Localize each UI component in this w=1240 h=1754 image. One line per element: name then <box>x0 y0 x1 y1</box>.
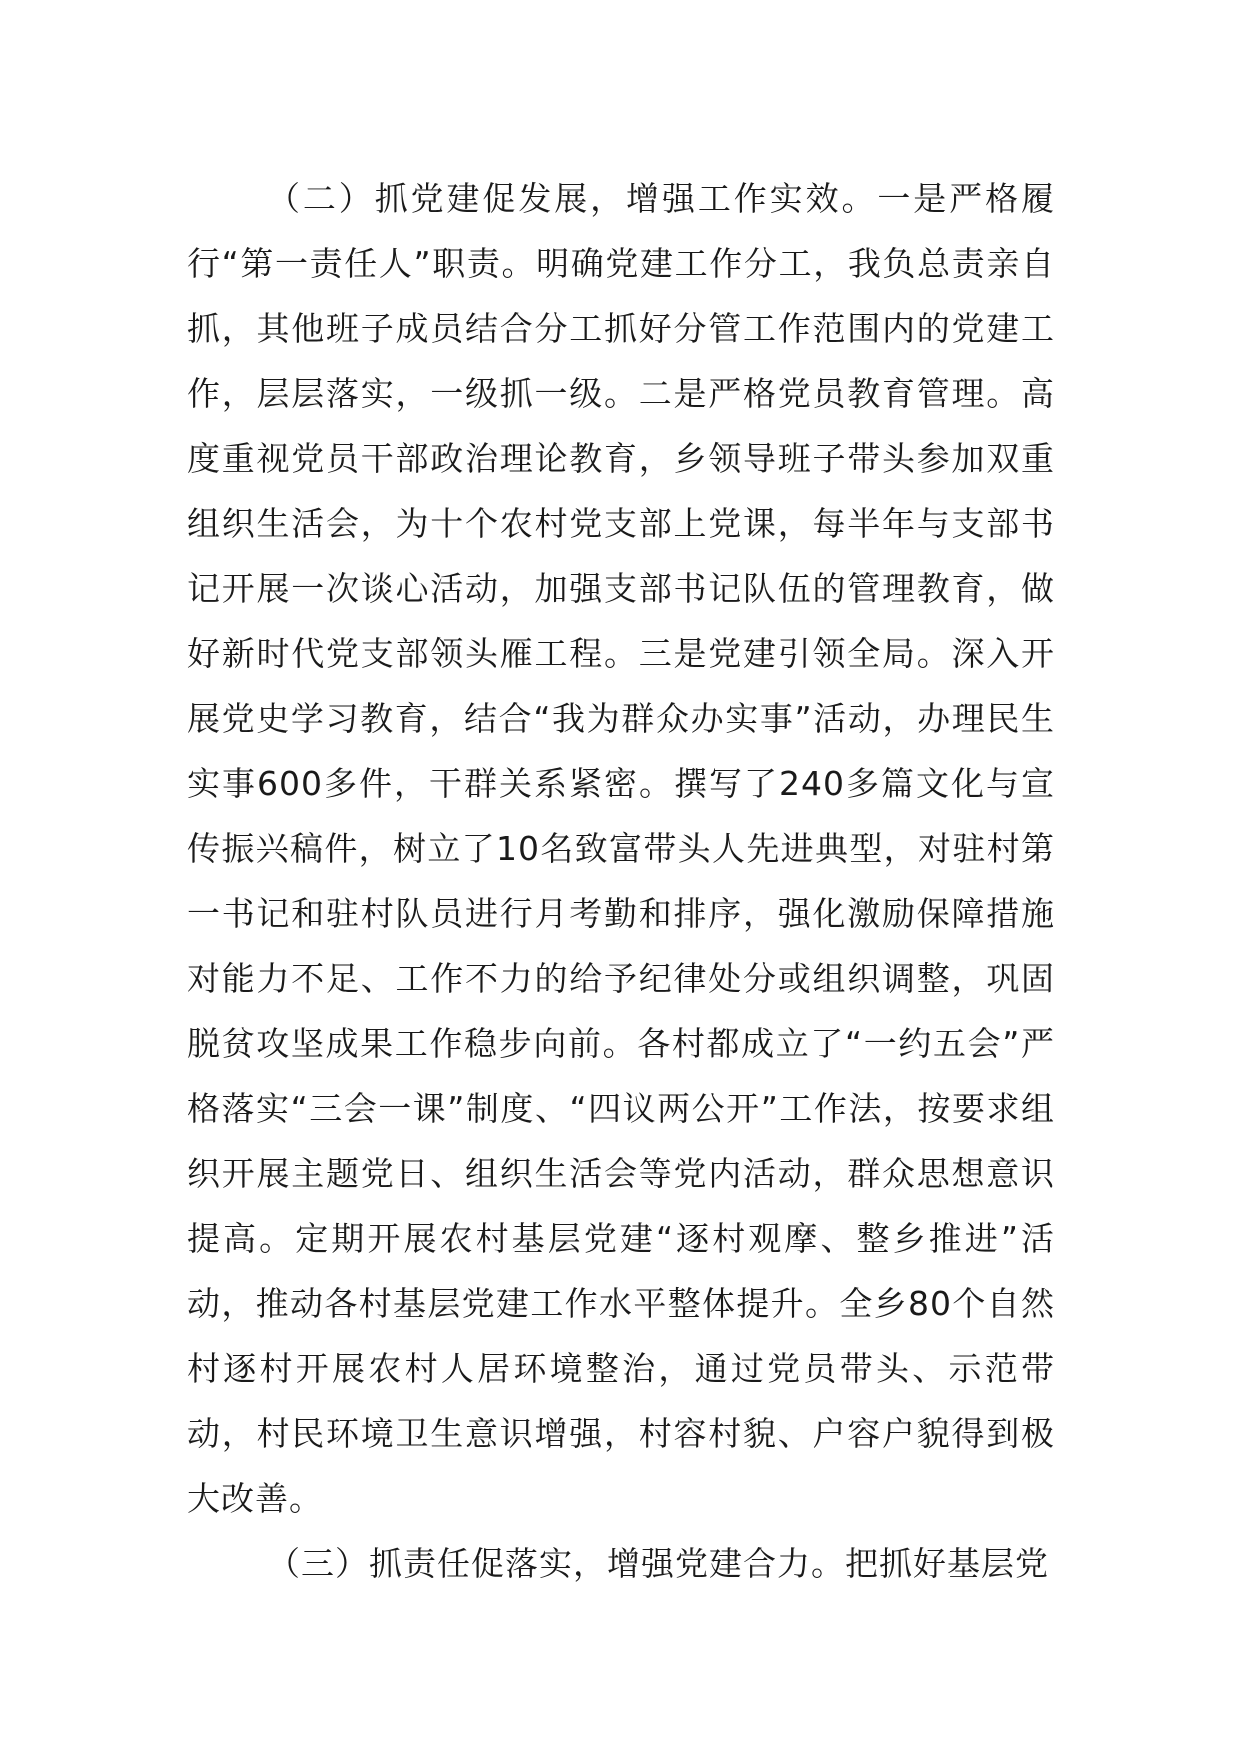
document-body <box>187 166 1055 1596</box>
paragraph-section-three: （三）抓责任促落实，增强党建合力。把抓好基层党 <box>267 1544 1049 1583</box>
paragraph-section-two: （二）抓党建促发展，增强工作实效。一是严格履行“第一责任人”职责。明确党建工作分工，我负总责亲自抓，其他班子成员结合分工抓好分管工作范围内的党建工作，层层落实，一级抓一级。二是严格党员教育管理。高度重视党员干部政治理论教育，乡领导班子带头参加双重组织生活会，为十个农村党支部上党课，每半年与支部书记开展一次谈心活动，加强支部书记队伍的管理教育，做好新时代党支部领头雁工程。三是党建引领全局。深入开展党史学习教育，结合“我为群众办实事”活动，办理民生实事600多件，干群关系紧密。撰写了240多篇文化与宣传振兴稿件，树立了10名致富带头人先进典型，对驻村第一书记和驻村队员进行月考勤和排序，强化激励保障措施对能力不足、工作不力的给予纪律处分或组织调整，巩固脱贫攻坚成果工作稳步向前。各村都成立了“一约五会”严格落实“三会一课”制度、“四议两公开”工作法，按要求组织开展主题党日、组织生活会等党内活动，群众思想意识提高。定期开展农村基层党建“逐村观摩、整乡推进”活动，推动各村基层党建工作水平整体提升。全乡80个自然村逐村开展农村人居环境整治，通过党员带头、示范带动，村民环境卫生意识增强，村容村貌、户容户貌得到极大改善。 <box>187 179 1055 1518</box>
